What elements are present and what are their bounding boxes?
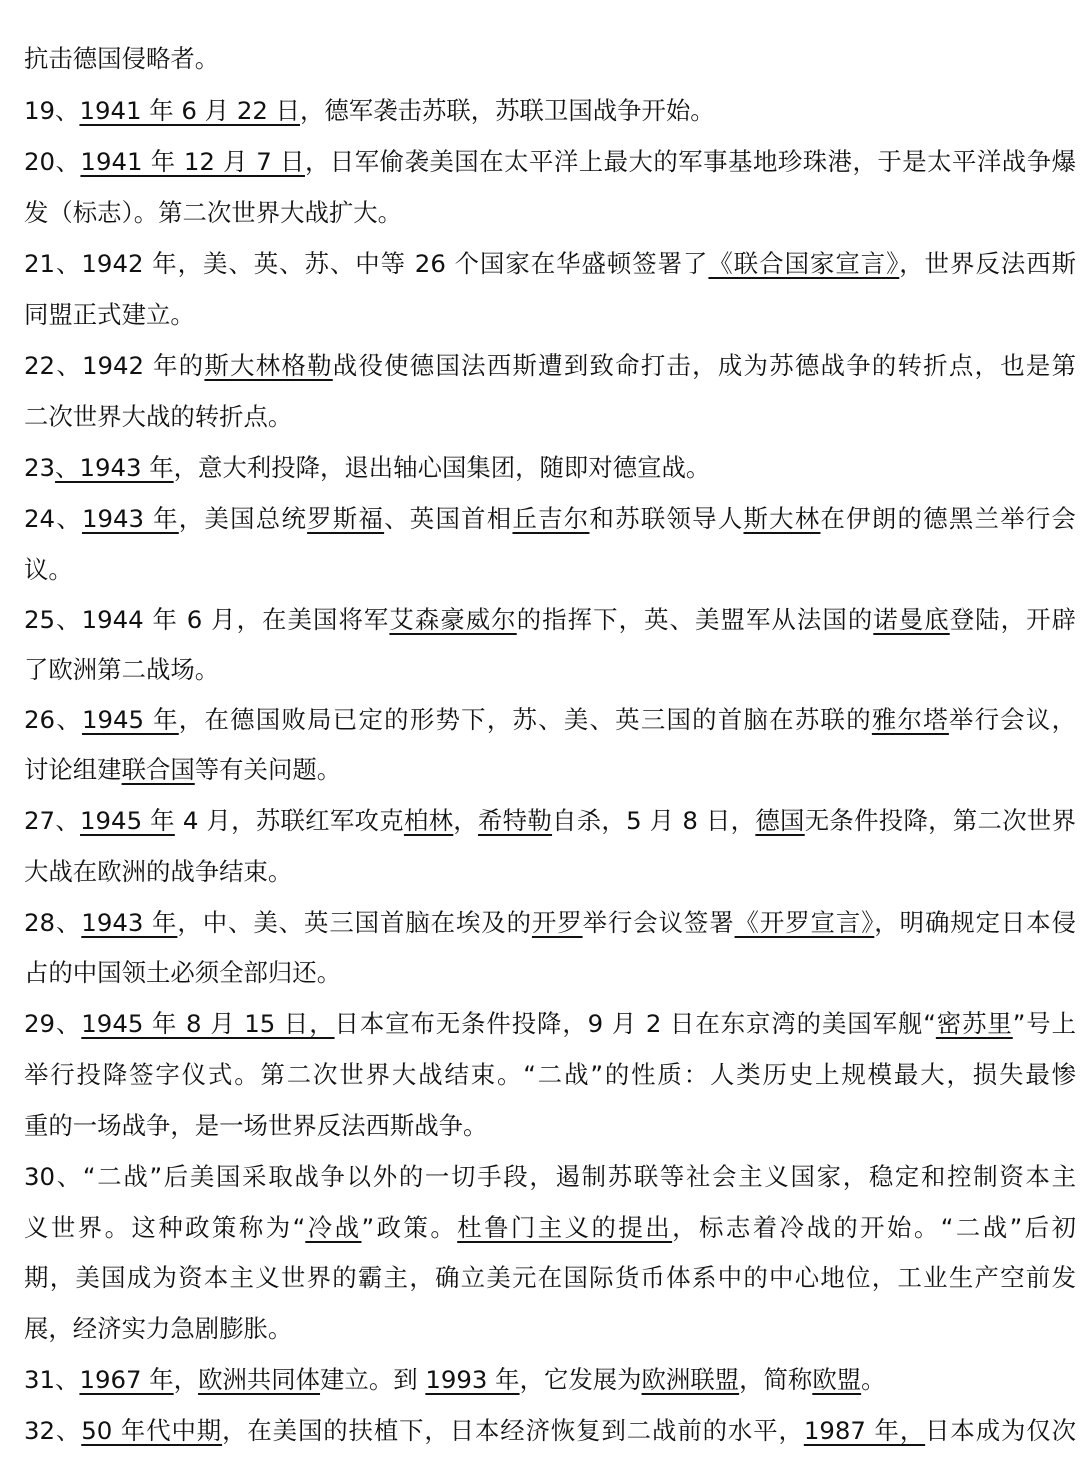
text-segment: 。 (861, 1365, 886, 1394)
text-line (24, 1411, 1076, 1451)
text-segment: 在伊朗的德黑兰举行会 (820, 504, 1076, 533)
text-segment: 展，经济实力急剧膨胀。 (24, 1314, 293, 1343)
text-segment: 19、 (24, 96, 80, 125)
text-segment: ，在美国的扶植下，日本经济恢复到二战前的水平， (222, 1416, 804, 1445)
underlined-key-term: 斯大林格勒 (204, 351, 333, 380)
text-segment: 同盟正式建立。 (24, 300, 195, 329)
underlined-key-term: 1941 年 6 月 22 日 (79, 96, 301, 125)
text-segment: 议。 (24, 555, 73, 584)
text-segment: 日本成为仅次 (925, 1416, 1076, 1445)
text-segment: ，简称 (739, 1365, 813, 1394)
text-segment: ”政策。 (361, 1213, 458, 1242)
text-line (24, 600, 1076, 640)
underlined-key-term: 1993 年 (425, 1365, 520, 1394)
text-segment: 和苏联领导人 (589, 504, 744, 533)
text-line (24, 39, 1076, 79)
underlined-key-term: 1943 年 (81, 504, 179, 533)
underlined-key-term: 1943 年 (81, 908, 178, 937)
text-segment: 占的中国领土必须全部归还。 (24, 958, 342, 987)
text-segment: 大战在欧洲的战争结束。 (24, 857, 293, 886)
underlined-key-term: 冷战 (305, 1213, 362, 1242)
text-line (24, 953, 1076, 993)
text-segment: 4 月，苏联红军攻克 (174, 806, 404, 835)
text-line (24, 193, 1076, 233)
text-line (24, 1157, 1076, 1197)
text-line (24, 499, 1076, 539)
underlined-key-term: 欧盟 (812, 1365, 862, 1394)
text-segment: 无条件投降，第二次世界 (804, 806, 1076, 835)
underlined-key-term: 柏林 (403, 806, 454, 835)
text-segment: 建立。到 (320, 1365, 426, 1394)
text-line (24, 1309, 1076, 1349)
underlined-key-term: 、1943 年 (55, 453, 174, 482)
text-segment: 25、1944 年 6 月，在美国将军 (24, 605, 390, 634)
text-segment: 二次世界大战的转折点。 (24, 402, 293, 431)
underlined-key-term: 艾森豪威尔 (389, 605, 517, 634)
text-line (24, 397, 1076, 437)
text-segment: ， (453, 806, 478, 835)
text-segment: 举行会议签署 (582, 908, 735, 937)
underlined-key-term: 罗斯福 (307, 504, 385, 533)
text-segment: 等有关问题。 (194, 755, 342, 784)
text-segment: 重的一场战争，是一场世界反法西斯战争。 (24, 1111, 488, 1140)
underlined-key-term: 1945 年 (82, 705, 179, 734)
underlined-key-term: 杜鲁门主义的提出 (457, 1213, 673, 1242)
text-segment: ，世界反法西斯 (899, 249, 1076, 278)
text-line (24, 650, 1076, 690)
text-line (24, 1360, 1076, 1400)
underlined-key-term: 1945 年 8 月 15 日， (81, 1009, 335, 1038)
text-segment: 了欧洲第二战场。 (24, 655, 220, 684)
underlined-key-term: 《开罗宣言》 (734, 908, 875, 937)
text-line (24, 903, 1076, 943)
text-segment: ，意大利投降，退出轴心国集团，随即对德宣战。 (173, 453, 711, 482)
text-segment: ，标志着冷战的开始。“二战”后初 (672, 1213, 1076, 1242)
text-segment: 20、 (24, 147, 81, 176)
underlined-key-term: 欧洲联盟 (641, 1365, 740, 1394)
text-segment: 23 (24, 453, 56, 482)
text-line (24, 346, 1076, 386)
text-line (24, 244, 1076, 284)
text-segment: 32、 (24, 1416, 82, 1445)
text-segment: 举行会议， (948, 705, 1076, 734)
text-segment: 举行投降签字仪式。第二次世界大战结束。“二战”的性质：人类历史上规模最大，损失最惨 (24, 1060, 1076, 1089)
text-line (24, 448, 1076, 488)
text-segment: 30、“二战”后美国采取战争以外的一切手段，遏制苏联等社会主义国家，稳定和控制资本主 (24, 1162, 1076, 1191)
text-line (24, 1258, 1076, 1298)
underlined-key-term: 1987 年， (803, 1416, 926, 1445)
text-line (24, 1208, 1076, 1248)
text-segment: 日本宣布无条件投降，9 月 2 日在东京湾的美国军舰“ (334, 1009, 936, 1038)
text-segment: 26、 (24, 705, 82, 734)
text-line (24, 700, 1076, 740)
underlined-key-term: 诺曼底 (873, 605, 950, 634)
text-segment: 、英国首相 (384, 504, 513, 533)
underlined-key-term: 德国 (755, 806, 805, 835)
underlined-key-term: 斯大林 (743, 504, 821, 533)
text-segment: 的指挥下，英、美盟军从法国的 (516, 605, 874, 634)
underlined-key-term: 雅尔塔 (871, 705, 949, 734)
underlined-key-term: 联合国 (121, 755, 195, 784)
underlined-key-term: 《联合国家宣言》 (708, 249, 900, 278)
text-line (24, 1106, 1076, 1146)
underlined-key-term: 开罗 (531, 908, 583, 937)
text-segment: 讨论组建 (24, 755, 122, 784)
underlined-key-term: 1945 年 (80, 806, 175, 835)
text-segment: ，德军袭击苏联，苏联卫国战争开始。 (300, 96, 715, 125)
text-segment: 义世界。这种政策称为“ (24, 1213, 306, 1242)
underlined-key-term: 1967 年 (79, 1365, 174, 1394)
text-segment: 登陆，开辟 (949, 605, 1076, 634)
text-segment: ，它发展为 (519, 1365, 642, 1394)
text-segment: 抗击德国侵略者。 (24, 44, 220, 73)
text-segment: 27、 (24, 806, 81, 835)
text-segment: ， (173, 1365, 199, 1394)
text-line (24, 550, 1076, 590)
underlined-key-term: 欧洲共同体 (198, 1365, 321, 1394)
text-line (24, 295, 1076, 335)
text-segment: 24、 (24, 504, 82, 533)
underlined-key-term: 1941 年 12 月 7 日 (80, 147, 305, 176)
underlined-key-term: 密苏里 (935, 1009, 1013, 1038)
text-segment: 22、1942 年的 (24, 351, 205, 380)
text-segment: 31、 (24, 1365, 80, 1394)
text-line (24, 91, 1076, 131)
text-segment: ”号上 (1012, 1009, 1076, 1038)
text-segment: 发（标志）。第二次世界大战扩大。 (24, 198, 403, 227)
text-segment: 21、1942 年，美、英、苏、中等 26 个国家在华盛顿签署了 (24, 249, 709, 278)
text-segment: ，美国总统 (178, 504, 308, 533)
text-segment: 期，美国成为资本主义世界的霸主，确立美元在国际货币体系中的中心地位，工业生产空前发 (24, 1263, 1076, 1292)
text-segment: ，明确规定日本侵 (874, 908, 1076, 937)
text-line (24, 750, 1076, 790)
text-line (24, 142, 1076, 182)
text-line (24, 852, 1076, 892)
text-segment: ，日军偷袭美国在太平洋上最大的军事基地珍珠港，于是太平洋战争爆 (304, 147, 1076, 176)
text-segment: 29、 (24, 1009, 82, 1038)
text-line (24, 1004, 1076, 1044)
text-line (24, 801, 1076, 841)
text-segment: ，中、美、英三国首脑在埃及的 (177, 908, 532, 937)
text-segment: ，在德国败局已定的形势下，苏、美、英三国的首脑在苏联的 (178, 705, 872, 734)
text-segment: 自杀，5 月 8 日， (552, 806, 756, 835)
text-line (24, 1055, 1076, 1095)
underlined-key-term: 50 年代中期 (81, 1416, 223, 1445)
underlined-key-term: 希特勒 (477, 806, 553, 835)
text-segment: 28、 (24, 908, 82, 937)
text-segment: 战役使德国法西斯遭到致命打击，成为苏德战争的转折点，也是第 (332, 351, 1076, 380)
underlined-key-term: 丘吉尔 (512, 504, 590, 533)
